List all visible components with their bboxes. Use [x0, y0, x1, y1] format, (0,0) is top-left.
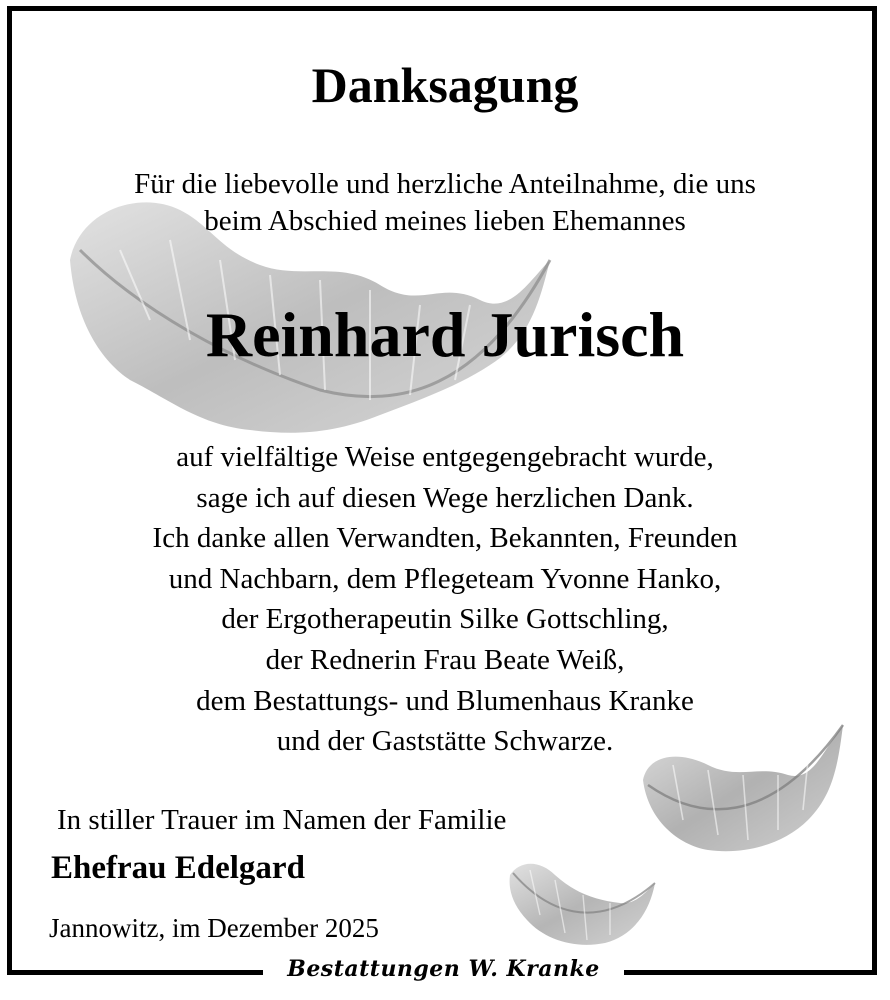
intro-text: [0, 166, 890, 240]
body-line: auf vielfältige Weise entgegengebracht wurde,: [176, 441, 714, 473]
heading-title: Danksagung: [311, 57, 579, 113]
body-line: und Nachbarn, dem Pflegeteam Yvonne Hanko,: [168, 562, 722, 595]
intro-line: beim Abschied meines lieben Ehemannes: [204, 205, 686, 237]
footer-rule-right: [624, 970, 877, 975]
deceased-name: Reinhard Jurisch: [205, 299, 685, 370]
feather-small-icon: [505, 855, 660, 950]
body-line: und der Gaststätte Schwarze.: [276, 725, 614, 758]
body-line: der Ergotherapeutin Silke Gottschling,: [221, 603, 669, 636]
intro-line: Für die liebevolle und herzliche Anteilnahme, die uns: [134, 168, 756, 200]
footer-rule-left: [7, 970, 263, 975]
thanks-body: [0, 437, 890, 762]
footer-funeral-home: Bestattungen W. Kranke: [287, 956, 600, 982]
body-line: Ich danke allen Verwandten, Bekannten, Freunden: [152, 522, 738, 555]
signer-name: Ehefrau Edelgard: [51, 850, 305, 886]
place-date: Jannowitz, im Dezember 2025: [49, 913, 379, 943]
body-line: sage ich auf diesen Wege herzlichen Dank.: [196, 481, 694, 514]
body-line: der Rednerin Frau Beate Weiß,: [265, 643, 625, 676]
closing-line: In stiller Trauer im Namen der Familie: [57, 804, 507, 836]
body-line: dem Bestattungs- und Blumenhaus Kranke: [196, 684, 694, 717]
